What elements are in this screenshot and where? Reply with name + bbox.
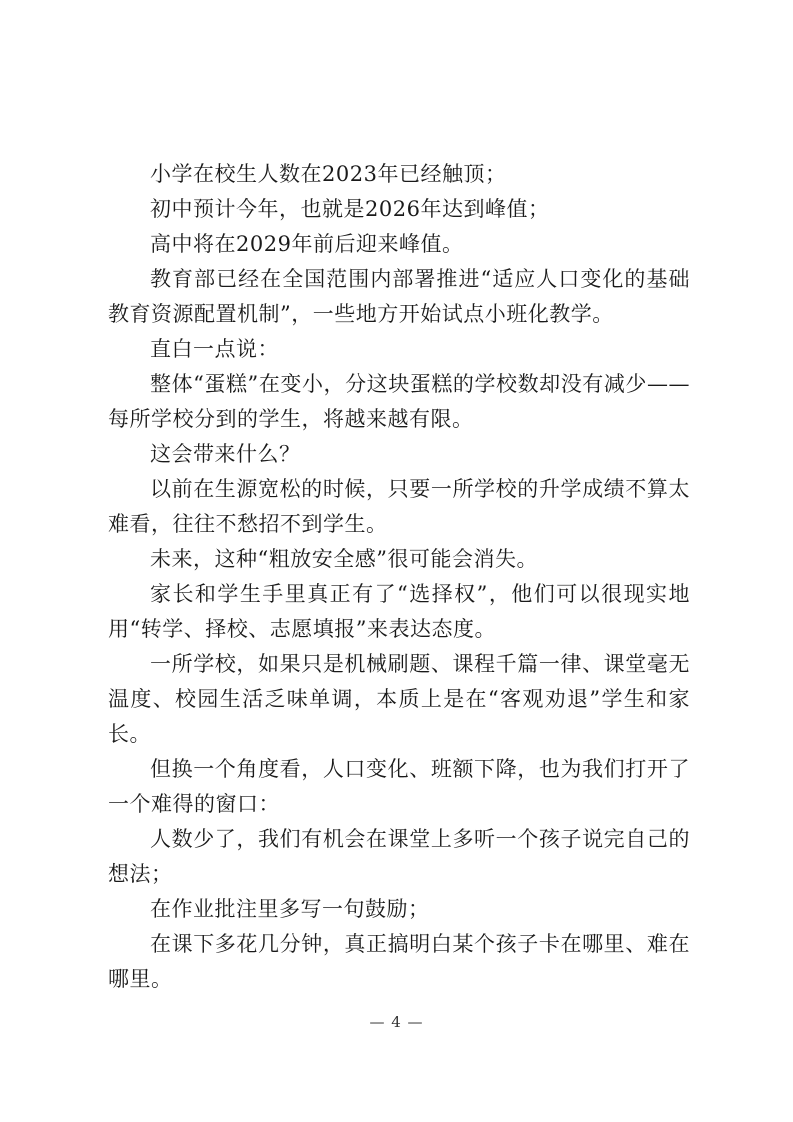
document-body xyxy=(108,157,690,997)
paragraph-1: 小学在校生人数在2023年已经触顶； xyxy=(150,162,507,186)
paragraph-14: 在作业批注里多写一句鼓励； xyxy=(150,897,430,921)
paragraph-11: 一所学校，如果只是机械刷题、课程千篇一律、课堂毫无温度、校园生活乏味单调，本质上是在“客观劝退”学生和家长。 xyxy=(108,652,690,746)
paragraph-10: 家长和学生手里真正有了“选择权”，他们可以很现实地用“转学、择校、志愿填报”来表达态度。 xyxy=(108,582,690,641)
paragraph-8: 以前在生源宽松的时候，只要一所学校的升学成绩不算太难看，往往不愁招不到学生。 xyxy=(108,477,690,536)
page-number: — 4 — xyxy=(369,1013,424,1031)
paragraph-12: 但换一个角度看，人口变化、班额下降，也为我们打开了一个难得的窗口： xyxy=(108,757,690,816)
paragraph-15: 在课下多花几分钟，真正搞明白某个孩子卡在哪里、难在哪里。 xyxy=(108,932,690,991)
paragraph-2: 初中预计今年，也就是2026年达到峰值； xyxy=(150,197,550,221)
paragraph-5: 直白一点说： xyxy=(150,337,279,361)
paragraph-7: 这会带来什么？ xyxy=(150,442,301,466)
paragraph-9: 未来，这种“粗放安全感”很可能会消失。 xyxy=(150,547,538,571)
paragraph-6: 整体“蛋糕”在变小，分这块蛋糕的学校数却没有减少——每所学校分到的学生，将越来越有限。 xyxy=(108,372,690,431)
paragraph-4: 教育部已经在全国范围内部署推进“适应人口变化的基础教育资源配置机制”，一些地方开始试点小班化教学。 xyxy=(108,267,690,326)
paragraph-13: 人数少了，我们有机会在课堂上多听一个孩子说完自己的想法； xyxy=(108,827,690,886)
paragraph-3: 高中将在2029年前后迎来峰值。 xyxy=(150,232,464,256)
